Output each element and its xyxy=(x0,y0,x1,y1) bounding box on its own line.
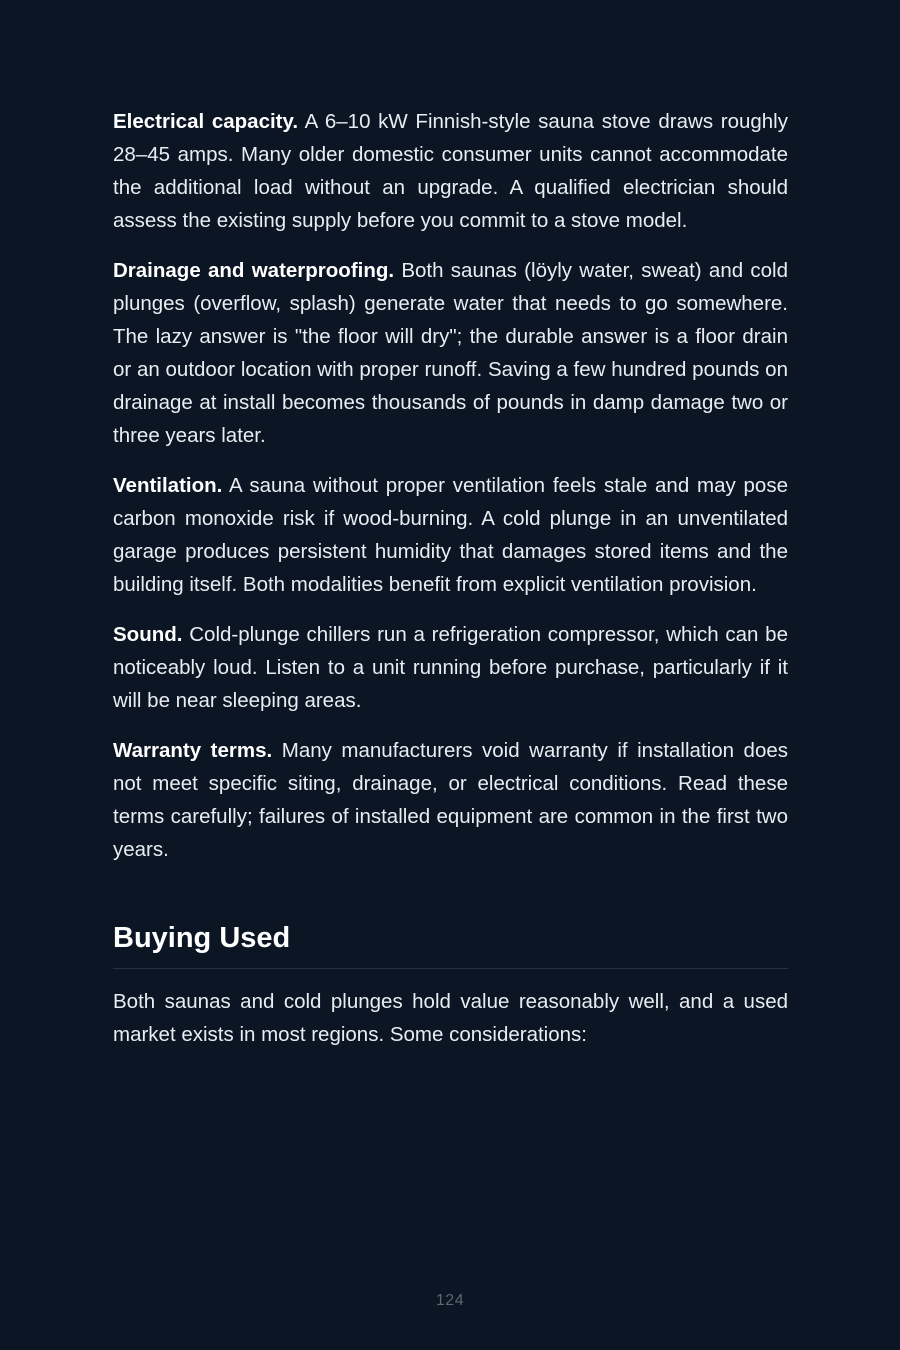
page-number: 124 xyxy=(435,1292,465,1309)
paragraph-text: A 6–10 kW Finnish-style sauna stove draws roughly 28–45 amps. Many older domestic consumer units cannot accommodate the additional load without an upgrade. A qualified electrician should assess the existing supply before you commit to a stove model. xyxy=(113,110,788,232)
page-content xyxy=(113,105,788,1068)
paragraph-lead: Ventilation. xyxy=(113,474,223,497)
heading-divider xyxy=(113,968,788,969)
paragraph-text: Cold-plunge chillers run a refrigeration compressor, which can be noticeably loud. Listen to a unit running before purchase, particularly if it will be near sleeping areas. xyxy=(113,623,788,712)
paragraph-lead: Warranty terms. xyxy=(113,739,273,762)
electrical-capacity-paragraph xyxy=(113,105,788,237)
sound-paragraph xyxy=(113,618,788,717)
paragraph-lead: Drainage and waterproofing. xyxy=(113,259,395,282)
paragraph-text: Both saunas (löyly water, sweat) and cold plunges (overflow, splash) generate water that needs to go somewhere. The lazy answer is "the floor will dry"; the durable answer is a floor drain or an outdoor location with proper runoff. Saving a few hundred pounds on drainage at install becomes thousands of pounds in damp damage two or three years later. xyxy=(113,259,788,447)
section-heading: Buying Used xyxy=(113,922,291,954)
paragraph-lead: Electrical capacity. xyxy=(113,110,299,133)
paragraph-text: A sauna without proper ventilation feels stale and may pose carbon monoxide risk if wood-burning. A cold plunge in an unventilated garage produces persistent humidity that damages stored items and the building itself. Both modalities benefit from explicit ventilation provision. xyxy=(113,474,788,596)
warranty-paragraph xyxy=(113,734,788,866)
drainage-paragraph xyxy=(113,254,788,452)
ventilation-paragraph xyxy=(113,469,788,601)
paragraph-lead: Sound. xyxy=(113,623,183,646)
paragraph-text: Many manufacturers void warranty if installation does not meet specific siting, drainage, or electrical conditions. Read these terms carefully; failures of installed equipment are common in the first two years. xyxy=(113,739,788,861)
intro-paragraph: Both saunas and cold plunges hold value reasonably well, and a used market exists in most regions. Some considerations: xyxy=(113,990,788,1046)
